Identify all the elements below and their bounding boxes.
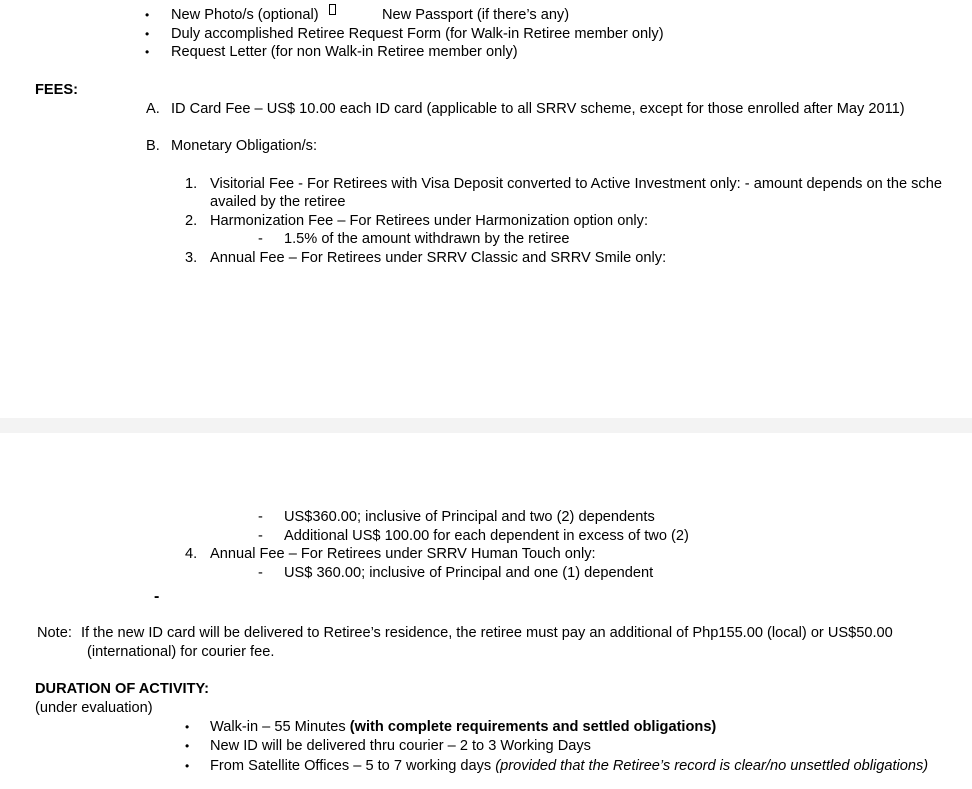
requirement-item: Request Letter (for non Walk-in Retiree member only) xyxy=(171,44,518,60)
duration-heading: DURATION OF ACTIVITY: xyxy=(35,681,210,697)
fee-item-marker: 4. xyxy=(185,546,198,562)
fee-b-marker: B. xyxy=(146,138,160,154)
bullet-icon: • xyxy=(185,759,190,773)
fee-item-marker: 2. xyxy=(185,213,198,229)
fee-sub-item: US$360.00; inclusive of Principal and two (2) dependents xyxy=(284,509,655,525)
duration-item xyxy=(210,718,716,736)
fee-item-text-cont: availed by the retiree xyxy=(210,194,346,210)
duration-item-emph: (with complete requirements and settled obligations) xyxy=(349,719,717,735)
fee-item-text: Harmonization Fee – For Retirees under Harmonization option only: xyxy=(210,213,649,229)
bullet-icon: • xyxy=(145,8,150,22)
checkbox-icon xyxy=(323,4,336,24)
fee-sub-item: US$ 360.00; inclusive of Principal and one (1) dependent xyxy=(284,565,654,581)
page-break xyxy=(0,418,972,433)
note-text-cont: (international) for courier fee. xyxy=(87,644,275,660)
duration-item-emph: (provided that the Retiree’s record is clear/no unsettled obligations) xyxy=(495,758,929,774)
fee-item-text: Annual Fee – For Retirees under SRRV Human Touch only: xyxy=(210,546,596,562)
fees-heading: FEES: xyxy=(35,82,78,98)
duration-item-text: New ID will be delivered thru courier – 2 to 3 Working Days xyxy=(210,738,591,754)
fee-a-marker: A. xyxy=(146,101,160,117)
fee-sub-item: 1.5% of the amount withdrawn by the retiree xyxy=(284,231,570,247)
dash-icon: - xyxy=(258,509,263,525)
dash-icon: - xyxy=(258,565,263,581)
fee-sub-item: Additional US$ 100.00 for each dependent in excess of two (2) xyxy=(284,528,689,544)
fee-item-text: Visitorial Fee - For Retirees with Visa Deposit converted to Active Investment only: - amount depends on the sche xyxy=(210,176,942,192)
duration-item xyxy=(210,737,591,755)
fee-item-marker: 3. xyxy=(185,250,198,266)
bullet-icon: • xyxy=(145,45,150,59)
duration-item-text: Walk-in – 55 Minutes xyxy=(210,719,350,735)
fee-a-text: ID Card Fee – US$ 10.00 each ID card (applicable to all SRRV scheme, except for those enrolled after May 2011) xyxy=(171,101,905,117)
fee-item-text: Annual Fee – For Retirees under SRRV Classic and SRRV Smile only: xyxy=(210,250,667,266)
duration-item-text: From Satellite Offices – 5 to 7 working days xyxy=(210,758,496,774)
requirement-item: New Photo/s (optional) xyxy=(171,7,319,23)
duration-item xyxy=(210,757,928,775)
stray-dash: - xyxy=(154,588,160,605)
requirement-item-extra: New Passport (if there’s any) xyxy=(382,7,570,23)
bullet-icon: • xyxy=(185,720,190,734)
bullet-icon: • xyxy=(145,27,150,41)
duration-subheading: (under evaluation) xyxy=(35,700,153,716)
note-label: Note: xyxy=(37,625,72,641)
fee-item-marker: 1. xyxy=(185,176,198,192)
fee-b-text: Monetary Obligation/s: xyxy=(171,138,318,154)
dash-icon: - xyxy=(258,528,263,544)
requirement-item: Duly accomplished Retiree Request Form (for Walk-in Retiree member only) xyxy=(171,26,664,42)
dash-icon: - xyxy=(258,231,263,247)
note-text: If the new ID card will be delivered to Retiree’s residence, the retiree must pay an additional of Php155.00 (local) or US$50.00 xyxy=(81,625,893,641)
bullet-icon: • xyxy=(185,739,190,753)
